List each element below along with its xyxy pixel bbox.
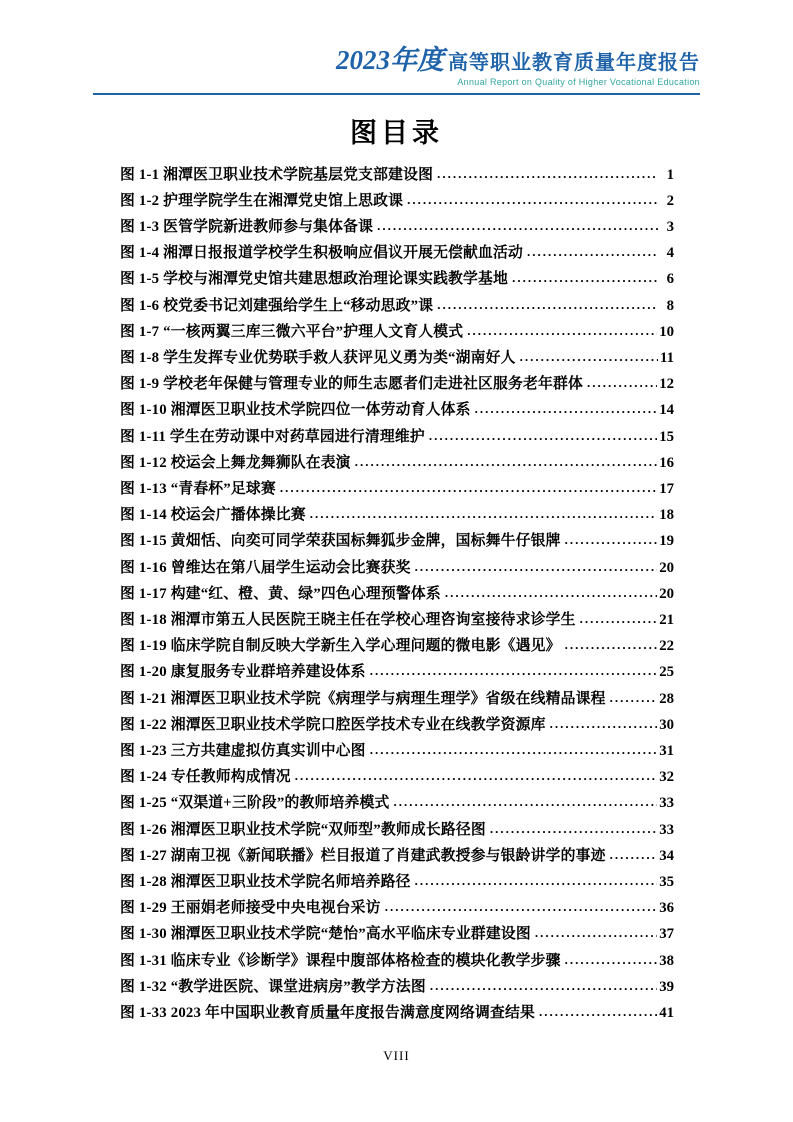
toc-entry-label: 图 1-11 学生在劳动课中对药草园进行清理维护 [120, 428, 425, 445]
toc-entry-page: 15 [659, 428, 674, 445]
page-number: VIII [383, 1048, 410, 1063]
toc-entry [120, 1000, 674, 1026]
toc-entry-page: 18 [659, 507, 674, 524]
toc-entry-page: 21 [659, 612, 674, 629]
figure-toc [120, 162, 674, 1027]
toc-entry-page: 20 [659, 585, 674, 602]
toc-entry-page: 28 [659, 690, 674, 707]
toc-entry-label: 图 1-7 “一核两翼三库三微六平台”护理人文育人模式 [120, 323, 464, 340]
toc-entry-page: 14 [659, 402, 674, 419]
toc-entry-page: 38 [659, 952, 674, 969]
toc-entry-page: 12 [659, 376, 674, 393]
dot-leader [565, 947, 658, 973]
toc-entry-page: 25 [659, 664, 674, 681]
toc-entry [120, 633, 674, 659]
toc-entry-label: 图 1-26 湘潭医卫职业技术学院“双师型”教师成长路径图 [120, 821, 486, 838]
toc-entry-page: 20 [659, 559, 674, 576]
toc-entry [120, 895, 674, 921]
toc-entry-label: 图 1-33 2023 年中国职业教育质量年度报告满意度网络调查结果 [120, 1005, 535, 1022]
toc-entry-label: 图 1-2 护理学院学生在湘潭党史馆上思政课 [120, 192, 404, 209]
dot-leader [565, 527, 658, 553]
toc-entry-page: 16 [659, 454, 674, 471]
toc-entry-label: 图 1-10 湘潭医卫职业技术学院四位一体劳动育人体系 [120, 402, 471, 419]
toc-entry [120, 162, 674, 188]
toc-entry-page: 36 [659, 900, 674, 917]
dot-leader [512, 265, 658, 291]
toc-entry [120, 450, 674, 476]
toc-entry [120, 974, 674, 1000]
toc-entry-page: 32 [659, 769, 674, 786]
report-header-text [93, 46, 700, 88]
toc-entry [120, 581, 674, 607]
toc-entry [120, 738, 674, 764]
toc-entry-page: 34 [659, 847, 674, 864]
dot-leader [295, 763, 658, 789]
dot-leader [527, 239, 658, 265]
toc-entry [120, 921, 674, 947]
dot-leader [587, 370, 657, 396]
header-divider [93, 93, 700, 95]
dot-leader [415, 868, 658, 894]
dot-leader [310, 501, 658, 527]
dot-leader [377, 213, 658, 239]
toc-entry [120, 659, 674, 685]
dot-leader [429, 423, 657, 449]
toc-entry-label: 图 1-24 专任教师构成情况 [120, 769, 291, 786]
toc-entry-label: 图 1-29 王丽娟老师接受中央电视台采访 [120, 900, 381, 917]
dot-leader [535, 920, 657, 946]
dot-leader [550, 711, 658, 737]
report-header [93, 0, 700, 95]
toc-entry-page: 2 [666, 192, 674, 209]
dot-leader [539, 999, 657, 1025]
toc-entry-label: 图 1-28 湘潭医卫职业技术学院名师培养路径 [120, 874, 411, 891]
toc-entry-page: 39 [659, 978, 674, 995]
toc-entry [120, 266, 674, 292]
dot-leader [430, 973, 657, 999]
dot-leader [565, 632, 658, 658]
toc-entry [120, 686, 674, 712]
report-title: 高等职业教育质量年度报告 [448, 52, 700, 74]
dot-leader [475, 396, 658, 422]
dot-leader [580, 606, 658, 632]
toc-entry-label: 图 1-22 湘潭医卫职业技术学院口腔医学技术专业在线教学资源库 [120, 716, 546, 733]
toc-entry-page: 33 [659, 821, 674, 838]
toc-entry-page: 33 [659, 795, 674, 812]
toc-entry-label: 图 1-8 学生发挥专业优势联手救人获评见义勇为类“湖南好人 [120, 350, 516, 366]
toc-entry-label: 图 1-13 “青春杯”足球赛 [120, 481, 276, 498]
toc-entry-label: 图 1-32 “教学进医院、课堂进病房”教学方法图 [120, 978, 426, 995]
dot-leader [370, 737, 658, 763]
dot-leader [355, 449, 658, 475]
dot-leader [437, 161, 658, 187]
toc-entry-label: 图 1-18 湘潭市第五人民医院王晓主任在学校心理咨询室接待求诊学生 [120, 612, 576, 629]
toc-entry-page: 8 [666, 297, 674, 314]
toc-entry-page: 3 [666, 218, 674, 235]
dot-leader [467, 318, 657, 344]
toc-entry-label: 图 1-14 校运会广播体操比赛 [120, 507, 306, 524]
toc-entry-label: 图 1-17 构建“红、橙、黄、绿”四色心理预警体系 [120, 585, 441, 602]
dot-leader [490, 816, 657, 842]
dot-leader [520, 344, 658, 370]
toc-entry [120, 607, 674, 633]
dot-leader [415, 554, 658, 580]
toc-entry [120, 528, 674, 554]
toc-entry [120, 712, 674, 738]
toc-entry [120, 790, 674, 816]
dot-leader [370, 658, 658, 684]
report-year: 2023年度 [336, 45, 444, 75]
dot-leader [394, 789, 658, 815]
toc-entry-label: 图 1-20 康复服务专业群培养建设体系 [120, 664, 366, 681]
toc-entry [120, 843, 674, 869]
dot-leader [407, 187, 658, 213]
dot-leader [280, 475, 657, 501]
toc-entry [120, 188, 674, 214]
toc-entry [120, 948, 674, 974]
dot-leader [385, 894, 658, 920]
toc-entry-page: 1 [666, 166, 674, 183]
toc-entry-label: 图 1-23 三方共建虚拟仿真实训中心图 [120, 743, 366, 760]
dot-leader [437, 292, 658, 318]
dot-leader [445, 580, 657, 606]
toc-entry [120, 371, 674, 397]
toc-entry-label: 图 1-27 湖南卫视《新闻联播》栏目报道了肖建武教授参与银龄讲学的事迹 [120, 847, 606, 864]
toc-entry-page: 37 [659, 926, 674, 943]
toc-entry [120, 555, 674, 581]
toc-entry-page: 4 [666, 245, 674, 262]
toc-entry [120, 817, 674, 843]
toc-entry [120, 240, 674, 266]
toc-entry-page: 41 [659, 1005, 674, 1022]
toc-entry-page: 22 [659, 638, 674, 655]
toc-entry-label: 图 1-31 临床专业《诊断学》课程中腹部体格检查的模块化教学步骤 [120, 952, 561, 969]
toc-entry-label: 图 1-21 湘潭医卫职业技术学院《病理学与病理生理学》省级在线精品课程 [120, 690, 606, 707]
toc-entry-label: 图 1-30 湘潭医卫职业技术学院“楚怡”高水平临床专业群建设图 [120, 926, 531, 943]
toc-entry-label: 图 1-9 学校老年保健与管理专业的师生志愿者们走进社区服务老年群体 [120, 376, 584, 393]
toc-entry [120, 869, 674, 895]
toc-entry [120, 476, 674, 502]
toc-entry-label: 图 1-25 “双渠道+三阶段”的教师培养模式 [120, 795, 390, 812]
toc-entry-label: 图 1-12 校运会上舞龙舞狮队在表演 [120, 454, 351, 471]
toc-entry-label: 图 1-5 学校与湘潭党史馆共建思想政治理论课实践教学基地 [120, 271, 509, 288]
toc-entry [120, 319, 674, 345]
toc-entry-page: 10 [659, 323, 674, 340]
toc-entry-label: 图 1-6 校党委书记刘建强给学生上“移动思政”课 [120, 297, 434, 314]
toc-entry [120, 214, 674, 240]
dot-leader [610, 842, 658, 868]
toc-entry-label: 图 1-15 黄畑恬、向奕可同学荣获国标舞狐步金牌，国标舞牛仔银牌 [120, 533, 561, 550]
toc-entry-page: 35 [659, 874, 674, 891]
toc-entry-page: 19 [659, 533, 674, 550]
toc-entry-label: 图 1-19 临床学院自制反映大学新生入学心理问题的微电影《遇见》 [120, 638, 561, 655]
toc-entry [120, 293, 674, 319]
report-subtitle: Annual Report on Quality of Higher Vocational Education [457, 76, 700, 87]
toc-entry-page: 31 [659, 743, 674, 760]
toc-entry-page: 6 [666, 271, 674, 288]
toc-entry-page: 30 [659, 716, 674, 733]
toc-entry [120, 345, 674, 371]
toc-entry-label: 图 1-1 湘潭医卫职业技术学院基层党支部建设图 [120, 166, 434, 183]
toc-entry [120, 424, 674, 450]
toc-entry-page: 11 [660, 350, 674, 366]
dot-leader [610, 685, 658, 711]
toc-entry [120, 397, 674, 423]
toc-entry [120, 502, 674, 528]
toc-entry-label: 图 1-3 医管学院新进教师参与集体备课 [120, 218, 374, 235]
toc-entry-label: 图 1-4 湘潭日报报道学校学生积极响应倡议开展无偿献血活动 [120, 245, 524, 262]
page-title: 图目录 [350, 117, 443, 148]
toc-entry-label: 图 1-16 曾维达在第八届学生运动会比赛获奖 [120, 559, 411, 576]
toc-entry-page: 17 [659, 481, 674, 498]
toc-entry [120, 764, 674, 790]
